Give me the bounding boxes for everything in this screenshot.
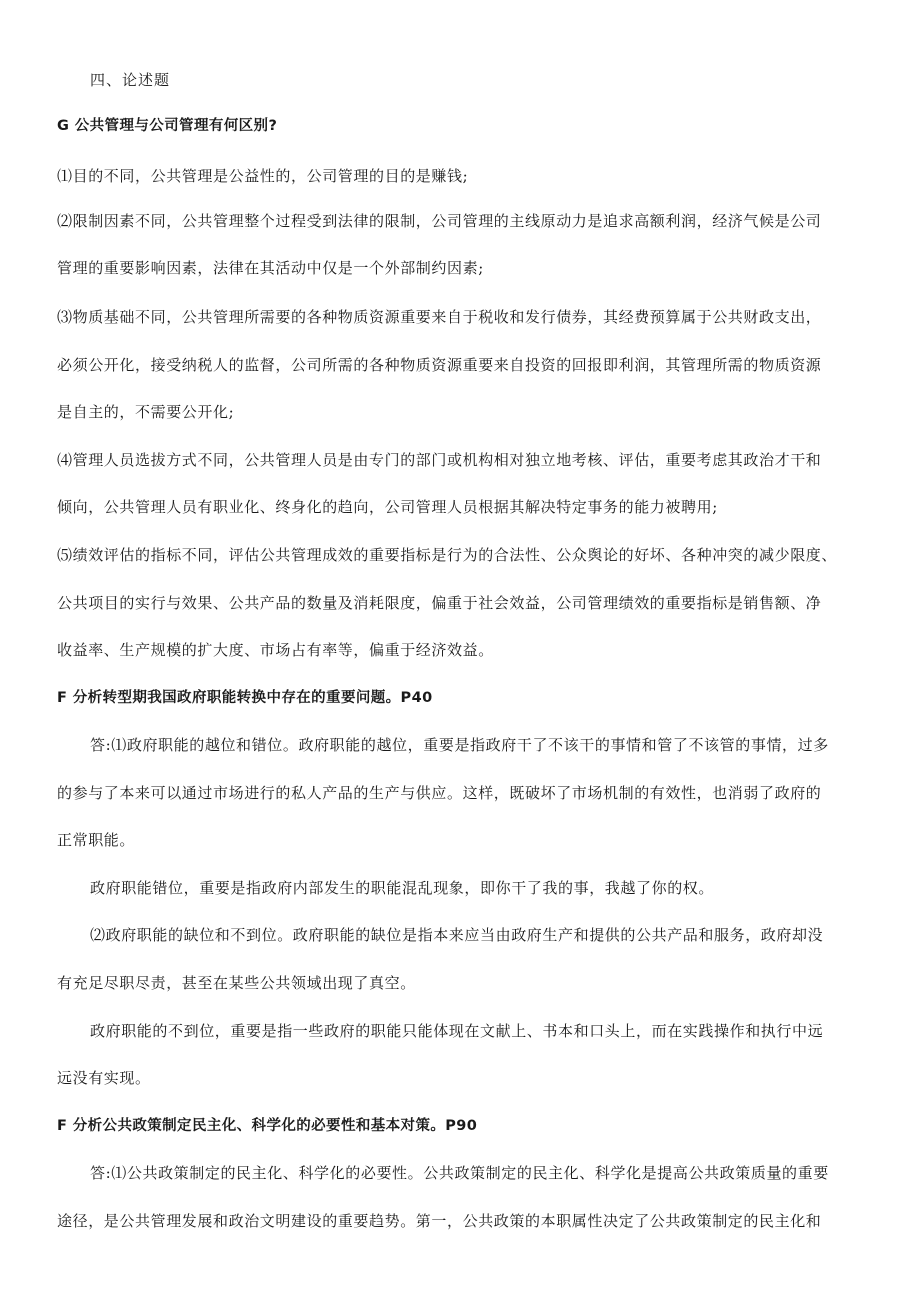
paragraph-line: 政府职能的不到位，重要是指一些政府的职能只能体现在文献上、书本和口头上，而在实践操作和执行中远 [90,1022,824,1040]
paragraph-line: 途径，是公共管理发展和政治文明建设的重要趋势。第一，公共政策的本职属性决定了公共政策制定的民主化和 [57,1212,822,1230]
paragraph-line: 管理的重要影响因素，法律在其活动中仅是一个外部制约因素; [57,259,484,277]
paragraph-line: 远没有实现。 [57,1069,151,1087]
paragraph-line: ⑵限制因素不同，公共管理整个过程受到法律的限制，公司管理的主线原动力是追求高额利润，经济气候是公司 [57,212,822,230]
paragraph-line: ⑷管理人员选拔方式不同，公共管理人员是由专门的部门或机构相对独立地考核、评估，重要考虑其政治才干和 [57,451,822,469]
question-heading-3: F 分析公共政策制定民主化、科学化的必要性和基本对策。P90 [57,1118,478,1134]
paragraph-line: 公共项目的实行与效果、公共产品的数量及消耗限度，偏重于社会效益，公司管理绩效的重要指标是销售额、净 [57,594,822,612]
paragraph-line: ⑴目的不同，公共管理是公益性的，公司管理的目的是赚钱; [57,167,469,185]
question-heading-2: F 分析转型期我国政府职能转换中存在的重要问题。P40 [57,690,433,706]
question-heading-1: G 公共管理与公司管理有何区别? [57,118,278,134]
paragraph-line: 正常职能。 [57,831,136,849]
paragraph-line: 倾向，公共管理人员有职业化、终身化的趋向，公司管理人员根据其解决特定事务的能力被聘用; [57,498,718,516]
paragraph-line: 必须公开化，接受纳税人的监督，公司所需的各种物质资源重要来自投资的回报即利润，其管理所需的物质资源 [57,356,822,374]
paragraph-line: ⑵政府职能的缺位和不到位。政府职能的缺位是指本来应当由政府生产和提供的公共产品和服务，政府却没 [90,926,824,944]
paragraph-line: 是自主的，不需要公开化; [57,403,235,421]
section-title: 四、论述题 [90,71,171,89]
paragraph-line: 答:⑴公共政策制定的民主化、科学化的必要性。公共政策制定的民主化、科学化是提高公共政策质量的重要 [90,1164,829,1182]
paragraph-line: ⑶物质基础不同，公共管理所需要的各种物质资源重要来自于税收和发行债券，其经费预算属于公共财政支出， [57,308,822,326]
paragraph-line: 政府职能错位，重要是指政府内部发生的职能混乱现象，即你干了我的事，我越了你的权。 [90,879,715,897]
paragraph-line: 答:⑴政府职能的越位和错位。政府职能的越位，重要是指政府干了不该干的事情和管了不该管的事情，过多 [90,736,829,754]
paragraph-line: 有充足尽职尽责，甚至在某些公共领域出现了真空。 [57,974,416,992]
paragraph-line: 的参与了本来可以通过市场进行的私人产品的生产与供应。这样，既破坏了市场机制的有效性，也消弱了政府的 [57,784,822,802]
paragraph-line: ⑸绩效评估的指标不同，评估公共管理成效的重要指标是行为的合法性、公众舆论的好坏、各种冲突的减少限度、 [57,546,838,564]
paragraph-line: 收益率、生产规模的扩大度、市场占有率等，偏重于经济效益。 [57,641,494,659]
